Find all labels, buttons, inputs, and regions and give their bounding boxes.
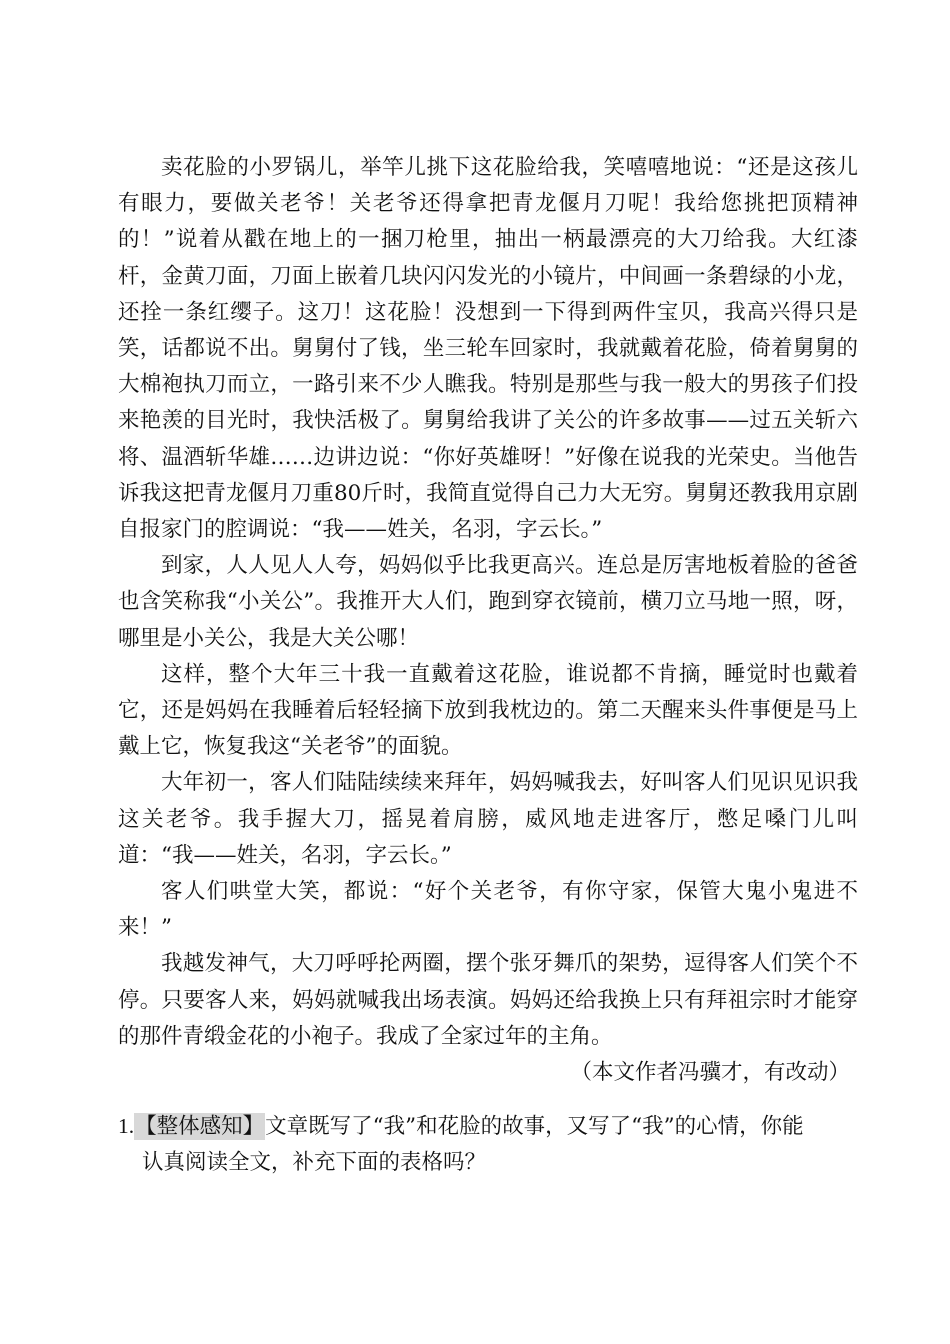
paragraph-6: 我越发神气，大刀呼呼抡两圈，摆个张牙舞爪的架势，逗得客人们笑个不停。只要客人来，妈妈就喊我出场表演。妈妈还给我换上只有拜祖宗时才能穿的那件青缎金花的小袍子。我成了全家过年的主角。	[118, 951, 858, 1049]
question-tag: 【整体感知】	[135, 1114, 265, 1139]
question-text-1: 文章既写了“我”和花脸的故事，又写了“我”的心情，你能	[265, 1114, 804, 1139]
question-number: 1.	[118, 1114, 135, 1138]
question-line-2: 认真阅读全文，补充下面的表格吗？	[142, 1150, 487, 1175]
paragraph-1: 卖花脸的小罗锅儿，举竿儿挑下这花脸给我，笑嘻嘻地说：“还是这孩儿有眼力，要做关老爷！关老爷还得拿把青龙偃月刀呢！我给您挑把顶精神的！”说着从戳在地上的一捆刀枪里，抽出一柄最漂亮的大刀给我。大红漆杆，金黄刀面，刀面上嵌着几块闪闪发光的小镜片，中间画一条碧绿的小龙，还拴一条红缨子。这刀！这花脸！没想到一下得到两件宝贝，我高兴得只是笑，话都说不出。舅舅付了钱，坐三轮车回家时，我就戴着花脸，倚着舅舅的大棉袍执刀而立，一路引来不少人瞧我。特别是那些与我一般大的男孩子们投来艳羡的目光时，我快活极了。舅舅给我讲了关公的许多故事——过五关斩六将、温酒斩华雄……边讲边说：“你好英雄呀！”好像在说我的光荣史。当他告诉我这把青龙偃月刀重80斤时，我简直觉得自己力大无穷。舅舅还教我用京剧自报家门的腔调说：“我——姓关，名羽，字云长。”	[118, 155, 858, 543]
paragraph-4: 大年初一，客人们陆陆续续来拜年，妈妈喊我去，好叫客人们见识见识我这关老爷。我手握大刀，摇晃着肩膀，威风地走进客厅，憋足嗓门儿叫道：“我——姓关，名羽，字云长。”	[118, 770, 858, 868]
question-line-1	[118, 1108, 863, 1145]
paragraph-2: 到家，人人见人人夸，妈妈似乎比我更高兴。连总是厉害地板着脸的爸爸也含笑称我“小关公”。我推开大人们，跑到穿衣镜前，横刀立马地一照，呀，哪里是小关公，我是大关公哪！	[118, 553, 858, 651]
article-body	[118, 150, 858, 1091]
paragraph-5: 客人们哄堂大笑，都说：“好个关老爷，有你守家，保管大鬼小鬼进不来！”	[118, 879, 858, 941]
paragraph-3: 这样，整个大年三十我一直戴着这花脸，谁说都不肯摘，睡觉时也戴着它，还是妈妈在我睡着后轻轻摘下放到我枕边的。第二天醒来头件事便是马上戴上它，恢复我这“关老爷”的面貌。	[118, 661, 858, 760]
question-1	[118, 1108, 863, 1181]
article-source: （本文作者冯骥才，有改动）	[570, 1060, 850, 1086]
